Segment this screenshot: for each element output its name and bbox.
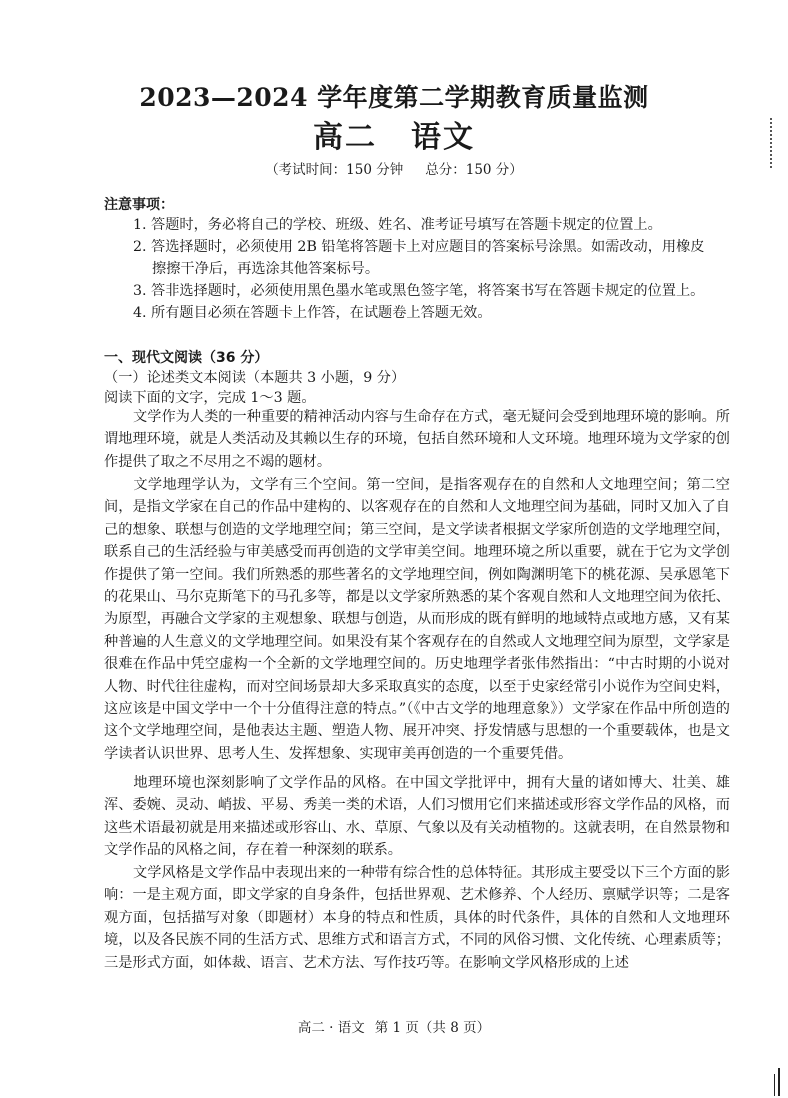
passage-paragraph: 文学风格是文学作品中表现出来的一种带有综合性的总体特征。其形成主要受以下三个方面的影响：一是主观方面，即文学家的自身条件，包括世界观、艺术修养、个人经历、禀赋学识等；二是客观方面，包括描写对象（即题材）本身的特点和性质，具体的时代条件，具体的自然和人文地理环境，以及各民族不同的生活方式、思维方式和语言方式，不同的风俗习惯、文化传统、心理素质等；三是形式方面，如体裁、语言、艺术方法、写作技巧等。在影响文学风格形成的上述 bbox=[104, 865, 730, 971]
notice-item: 4. 所有题目必须在答题卡上作答，在试题卷上答题无效。 bbox=[133, 305, 492, 321]
subject-label: 语文 bbox=[411, 120, 475, 155]
subsection-heading: （一）论述类文本阅读（本题共 3 小题，9 分） bbox=[104, 370, 406, 386]
scan-edge-mark bbox=[778, 1068, 780, 1096]
subject-title bbox=[0, 112, 788, 156]
passage-paragraph: 文学地理学认为，文学有三个空间。第一空间，是指客观存在的自然和人文地理空间；第二空间，是指文学家在自己的作品中建构的、以客观存在的自然和人文地理空间为基础，同时又加入了自己的想象、联想与创造的文学地理空间；第三空间，是文学读者根据文学家所创造的文学地理空间，联系自己的生活经验与审美感受而再创造的文学审美空间。地理环境之所以重要，就在于它为文学创作提供了第一空间。我们所熟悉的那些著名的文学地理空间，例如陶渊明笔下的桃花源、吴承恩笔下的花果山、马尔克斯笔下的马孔多等，都是以文学家所熟悉的某个客观自然和人文地理空间为依托、为原型，再融合文学家的主观想象、联想与创造，从而形成的既有鲜明的地域特点或地方感，又有某种普遍的人生意义的文学地理空间。如果没有某个客观存在的自然或人文地理空间为原型，文学家是很难在作品中凭空虚构一个全新的文学地理空间的。历史地理学者张伟然指出：“中古时期的小说对人物、时代往往虚构，而对空间场景却大多采取真实的态度，以至于史家经常引小说作为空间史料，这应该是中国文学中一个十分值得注意的特点。”（《中古文学的地理意象》）文学家在作品中所创造的这个文学地理空间，是他表达主题、塑造人物、展开冲突、抒发情感与思想的一个重要载体，也是文学读者认识世界、思考人生、发挥想象、实现审美再创造的一个重要凭借。 bbox=[104, 477, 730, 762]
passage-paragraph: 地理环境也深刻影响了文学作品的风格。在中国文学批评中，拥有大量的诸如博大、壮美、雄浑、委婉、灵动、峭拔、平易、秀美一类的术语，人们习惯用它们来描述或形容文学作品的风格，而这些术语最初就是用来描述或形容山、水、草原、气象以及有关动植物的。这就表明，在自然景物和文学作品的风格之间，存在着一种深刻的联系。 bbox=[104, 775, 730, 859]
notice-item-continuation: 擦擦干净后，再选涂其他答案标号。 bbox=[152, 261, 380, 277]
page-footer bbox=[0, 1016, 788, 1036]
binding-edge-marks bbox=[770, 118, 782, 168]
notice-item: 1. 答题时，务必将自己的学校、班级、姓名、准考证号填写在答题卡规定的位置上。 bbox=[133, 217, 662, 233]
passage-paragraph: 文学作为人类的一种重要的精神活动内容与生命存在方式，毫无疑问会受到地理环境的影响。所谓地理环境，就是人类活动及其赖以生存的环境，包括自然环境和人文环境。地理环境为文学家的创作提供了取之不尽用之不竭的题材。 bbox=[104, 409, 730, 470]
notice-heading: 注意事项： bbox=[104, 197, 174, 213]
grade-label: 高二 bbox=[313, 120, 377, 155]
exam-title: 2023—2024 学年度第二学期教育质量监测 bbox=[139, 83, 649, 112]
notice-item: 2. 答选择题时，必须使用 2B 铅笔将答题卡上对应题目的答案标号涂黑。如需改动，用橡皮 bbox=[133, 239, 705, 255]
notice-item: 3. 答非选择题时，必须使用黑色墨水笔或黑色签字笔，将答案书写在答题卡规定的位置上。 bbox=[133, 283, 705, 299]
score-info: 总分：150 分） bbox=[425, 162, 523, 178]
footer-subject: 高二 · 语文 bbox=[297, 1020, 365, 1036]
reading-instruction: 阅读下面的文字，完成 1～3 题。 bbox=[104, 390, 316, 406]
footer-page-number: 第 1 页（共 8 页） bbox=[374, 1020, 491, 1036]
section-heading: 一、现代文阅读（36 分） bbox=[104, 350, 269, 366]
time-info: （考试时间：150 分钟 bbox=[265, 162, 404, 178]
scan-edge-mark bbox=[774, 1074, 775, 1096]
exam-meta bbox=[0, 158, 788, 178]
